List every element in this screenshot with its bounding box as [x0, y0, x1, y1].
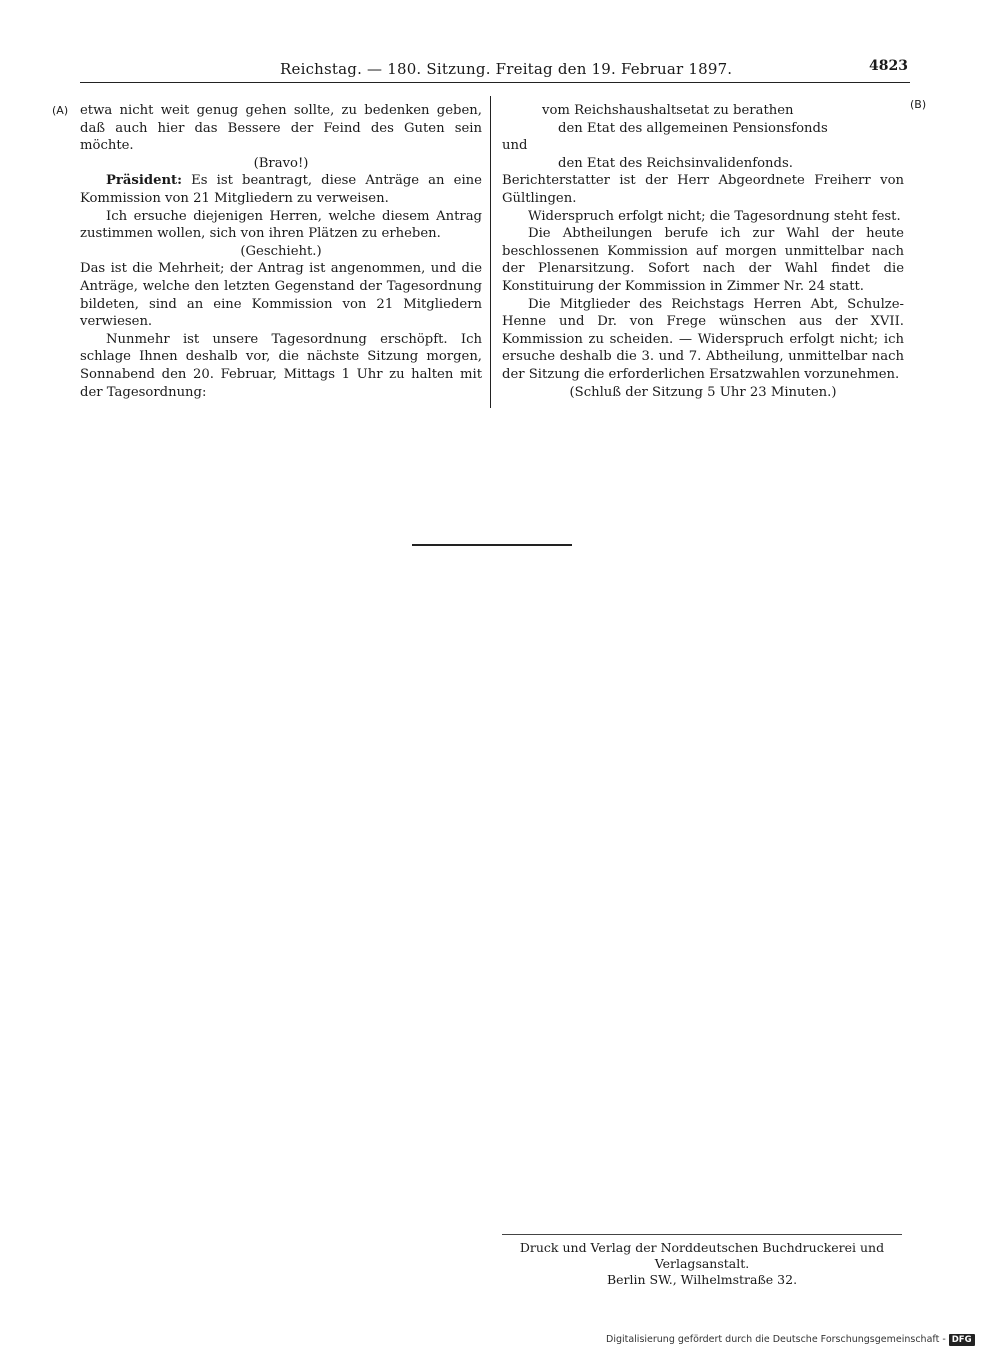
paragraph: Berichterstatter ist der Herr Abgeordnete Freiherr von Gültlingen. [502, 173, 904, 206]
agenda-line: den Etat des allgemeinen Pensionsfonds [558, 120, 828, 136]
speaker-label: Präsident: [106, 173, 183, 189]
margin-label-a: (A) [52, 104, 69, 117]
imprint [502, 1240, 902, 1288]
closing-note: (Schluß der Sitzung 5 Uhr 23 Minuten.) [569, 384, 837, 400]
paragraph: Nunmehr ist unsere Tagesordnung erschöpft. Ich schlage Ihnen deshalb vor, die nächste Sitzung morgen, Sonnabend den 20. Februar, Mittags 1 Uhr zu halten mit der Tagesordnung: [80, 331, 482, 400]
header-title: Reichstag. — 180. Sitzung. Freitag den 19. Februar 1897. [280, 60, 733, 78]
page-header [80, 60, 910, 82]
paragraph: Widerspruch erfolgt nicht; die Tagesordnung steht fest. [528, 208, 901, 224]
imprint-rule [502, 1234, 902, 1235]
paragraph: etwa nicht weit genug gehen sollte, zu bedenken geben, daß auch hier das Bessere der Feind des Guten sein möchte. [80, 103, 482, 154]
right-column [502, 102, 904, 401]
interjection-geschieht: (Geschieht.) [240, 243, 322, 259]
section-separator [412, 544, 572, 546]
paragraph: Die Abtheilungen berufe ich zur Wahl der heute beschlossenen Kommission auf morgen unmittelbar nach der Plenarsitzung. Sofort nach der Wahl findet die Konstituirung der Kommission in Zimmer Nr. 24 statt. [502, 226, 904, 294]
digitization-credit [606, 1334, 975, 1346]
imprint-line: Berlin SW., Wilhelmstraße 32. [606, 1272, 798, 1287]
interjection-bravo: (Bravo!) [253, 155, 309, 171]
left-column [80, 102, 482, 401]
paragraph: Ich ersuche diejenigen Herren, welche diesem Antrag zustimmen wollen, sich von ihren Plätzen zu erheben. [80, 208, 482, 242]
president-paragraph [80, 172, 482, 207]
margin-label-b: (B) [910, 98, 927, 111]
agenda-connector: und [502, 138, 528, 154]
dfg-logo: DFG [949, 1334, 975, 1346]
page-number: 4823 [869, 58, 908, 74]
column-divider [490, 96, 491, 408]
imprint-line: Druck und Verlag der Norddeutschen Buchdruckerei und Verlagsanstalt. [519, 1240, 885, 1271]
paragraph-text: Es ist beantragt, diese Anträge an eine Kommission von 21 Mitgliedern zu verweisen. [80, 173, 482, 206]
header-rule [80, 82, 910, 83]
paragraph: Das ist die Mehrheit; der Antrag ist angenommen, und die Anträge, welche den letzten Gegenstand der Tagesordnung bildeten, sind an eine Kommission von 21 Mitgliedern verwiesen. [80, 261, 482, 330]
agenda-line: den Etat des Reichsinvalidenfonds. [558, 155, 793, 171]
credit-text: Digitalisierung gefördert durch die Deutsche Forschungsgemeinschaft - [606, 1334, 946, 1345]
agenda-line: vom Reichshaushaltsetat zu berathen [542, 103, 794, 118]
paragraph: Die Mitglieder des Reichstags Herren Abt, Schulze-Henne und Dr. von Frege wünschen aus der XVII. Kommission zu scheiden. — Widerspruch erfolgt nicht; ich ersuche deshalb die 3. und 7. Abtheilung, unmittelbar nach der Sitzung die erforderlichen Ersatzwahlen vorzunehmen. [502, 296, 904, 382]
